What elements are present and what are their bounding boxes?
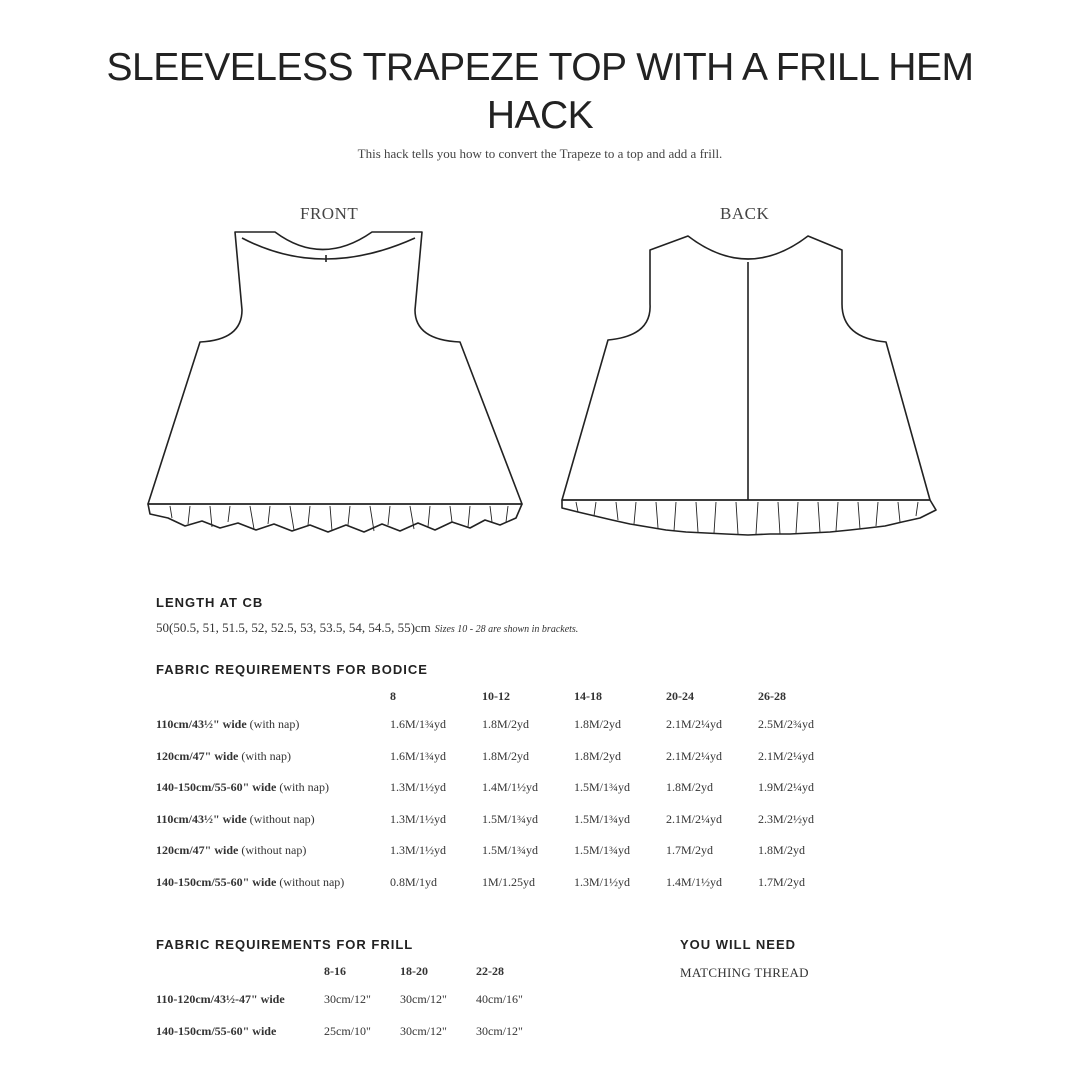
size-header: 26-28 — [758, 688, 786, 703]
table-cell: 1.6M/1¾yd — [390, 748, 447, 763]
table-row — [156, 804, 850, 836]
row-label: 120cm/47" wide (without nap) — [156, 843, 307, 858]
table-cell: 30cm/12" — [476, 1023, 523, 1038]
table-row — [156, 835, 850, 867]
table-cell: 2.1M/2¼yd — [758, 748, 815, 763]
table-cell: 1.9M/2¼yd — [758, 780, 815, 795]
table-cell: 0.8M/1yd — [390, 874, 438, 889]
back-outline — [562, 236, 930, 500]
page-title: SLEEVELESS TRAPEZE TOP WITH A FRILL HEM HACK — [106, 46, 974, 137]
table-row — [156, 1016, 552, 1048]
table-cell: 1.8M/2yd — [758, 843, 806, 858]
table-cell: 1.5M/1¾yd — [574, 811, 631, 826]
front-outline — [148, 232, 522, 504]
table-cell: 1.7M/2yd — [666, 843, 714, 858]
length-value-line — [156, 620, 578, 636]
table-cell: 1.5M/1¾yd — [482, 811, 539, 826]
table-header-row — [156, 958, 552, 984]
row-label: 110cm/43½" wide (with nap) — [156, 717, 300, 732]
back-view-label: BACK — [720, 204, 770, 223]
table-cell: 1.8M/2yd — [482, 717, 530, 732]
length-heading: LENGTH AT CB — [156, 595, 264, 610]
bodice-requirements-table — [156, 683, 850, 898]
table-cell: 30cm/12" — [324, 992, 371, 1007]
table-cell: 1.3M/1½yd — [390, 780, 447, 795]
table-cell: 2.1M/2¼yd — [666, 748, 723, 763]
table-cell: 2.1M/2¼yd — [666, 811, 723, 826]
size-header: 8-16 — [324, 963, 346, 978]
garment-illustrations — [130, 222, 970, 552]
table-cell: 2.1M/2¼yd — [666, 717, 723, 732]
table-cell: 1.8M/2yd — [574, 748, 622, 763]
row-label: 140-150cm/55-60" wide (with nap) — [156, 780, 329, 795]
row-label: 110cm/43½" wide (without nap) — [156, 811, 315, 826]
size-header: 22-28 — [476, 963, 504, 978]
table-cell: 1.4M/1½yd — [482, 780, 539, 795]
table-cell: 1.7M/2yd — [758, 874, 806, 889]
table-cell: 1.5M/1¾yd — [574, 843, 631, 858]
front-view-label: FRONT — [300, 204, 359, 223]
table-row — [156, 867, 850, 899]
table-cell: 1.6M/1¾yd — [390, 717, 447, 732]
table-row — [156, 709, 850, 741]
table-cell: 1.8M/2yd — [666, 780, 714, 795]
front-garment-drawing — [148, 232, 522, 532]
row-label: 140-150cm/55-60" wide — [156, 1023, 277, 1038]
bodice-heading: FABRIC REQUIREMENTS FOR BODICE — [156, 662, 428, 677]
size-header: 14-18 — [574, 688, 602, 703]
size-header: 20-24 — [666, 688, 694, 703]
front-frill — [148, 504, 522, 532]
table-cell: 1.3M/1½yd — [390, 843, 447, 858]
size-header: 10-12 — [482, 688, 510, 703]
row-label: 140-150cm/55-60" wide (without nap) — [156, 874, 345, 889]
table-cell: 40cm/16" — [476, 992, 523, 1007]
table-header-row — [156, 683, 850, 709]
table-cell: 1.8M/2yd — [574, 717, 622, 732]
back-garment-drawing — [562, 236, 936, 535]
size-header: 8 — [390, 688, 396, 703]
table-cell: 1.5M/1¾yd — [482, 843, 539, 858]
size-header: 18-20 — [400, 963, 428, 978]
row-label: 120cm/47" wide (with nap) — [156, 748, 291, 763]
table-row — [156, 984, 552, 1016]
table-cell: 1.4M/1½yd — [666, 874, 723, 889]
table-cell: 2.3M/2½yd — [758, 811, 815, 826]
you-will-need-heading: YOU WILL NEED — [680, 937, 797, 952]
frill-requirements-table — [156, 958, 552, 1047]
table-cell: 1M/1.25yd — [482, 874, 536, 889]
page-subtitle: This hack tells you how to convert the Trapeze to a top and add a frill. — [357, 146, 723, 161]
row-label: 110-120cm/43½-47" wide — [156, 992, 285, 1007]
table-cell: 1.3M/1½yd — [390, 811, 447, 826]
table-row — [156, 772, 850, 804]
table-cell: 1.8M/2yd — [482, 748, 530, 763]
length-note: Sizes 10 - 28 are shown in brackets. — [434, 624, 579, 635]
you-will-need-item: MATCHING THREAD — [680, 965, 809, 980]
table-cell: 30cm/12" — [400, 1023, 447, 1038]
back-frill-pleats — [576, 502, 918, 534]
frill-heading: FABRIC REQUIREMENTS FOR FRILL — [156, 937, 414, 952]
table-cell: 30cm/12" — [400, 992, 447, 1007]
length-value: 50(50.5, 51, 51.5, 52, 52.5, 53, 53.5, 54, 54.5, 55)cm — [156, 620, 431, 635]
table-cell: 1.3M/1½yd — [574, 874, 631, 889]
table-cell: 1.5M/1¾yd — [574, 780, 631, 795]
table-row — [156, 741, 850, 773]
table-cell: 2.5M/2¾yd — [758, 717, 815, 732]
table-cell: 25cm/10" — [324, 1023, 371, 1038]
